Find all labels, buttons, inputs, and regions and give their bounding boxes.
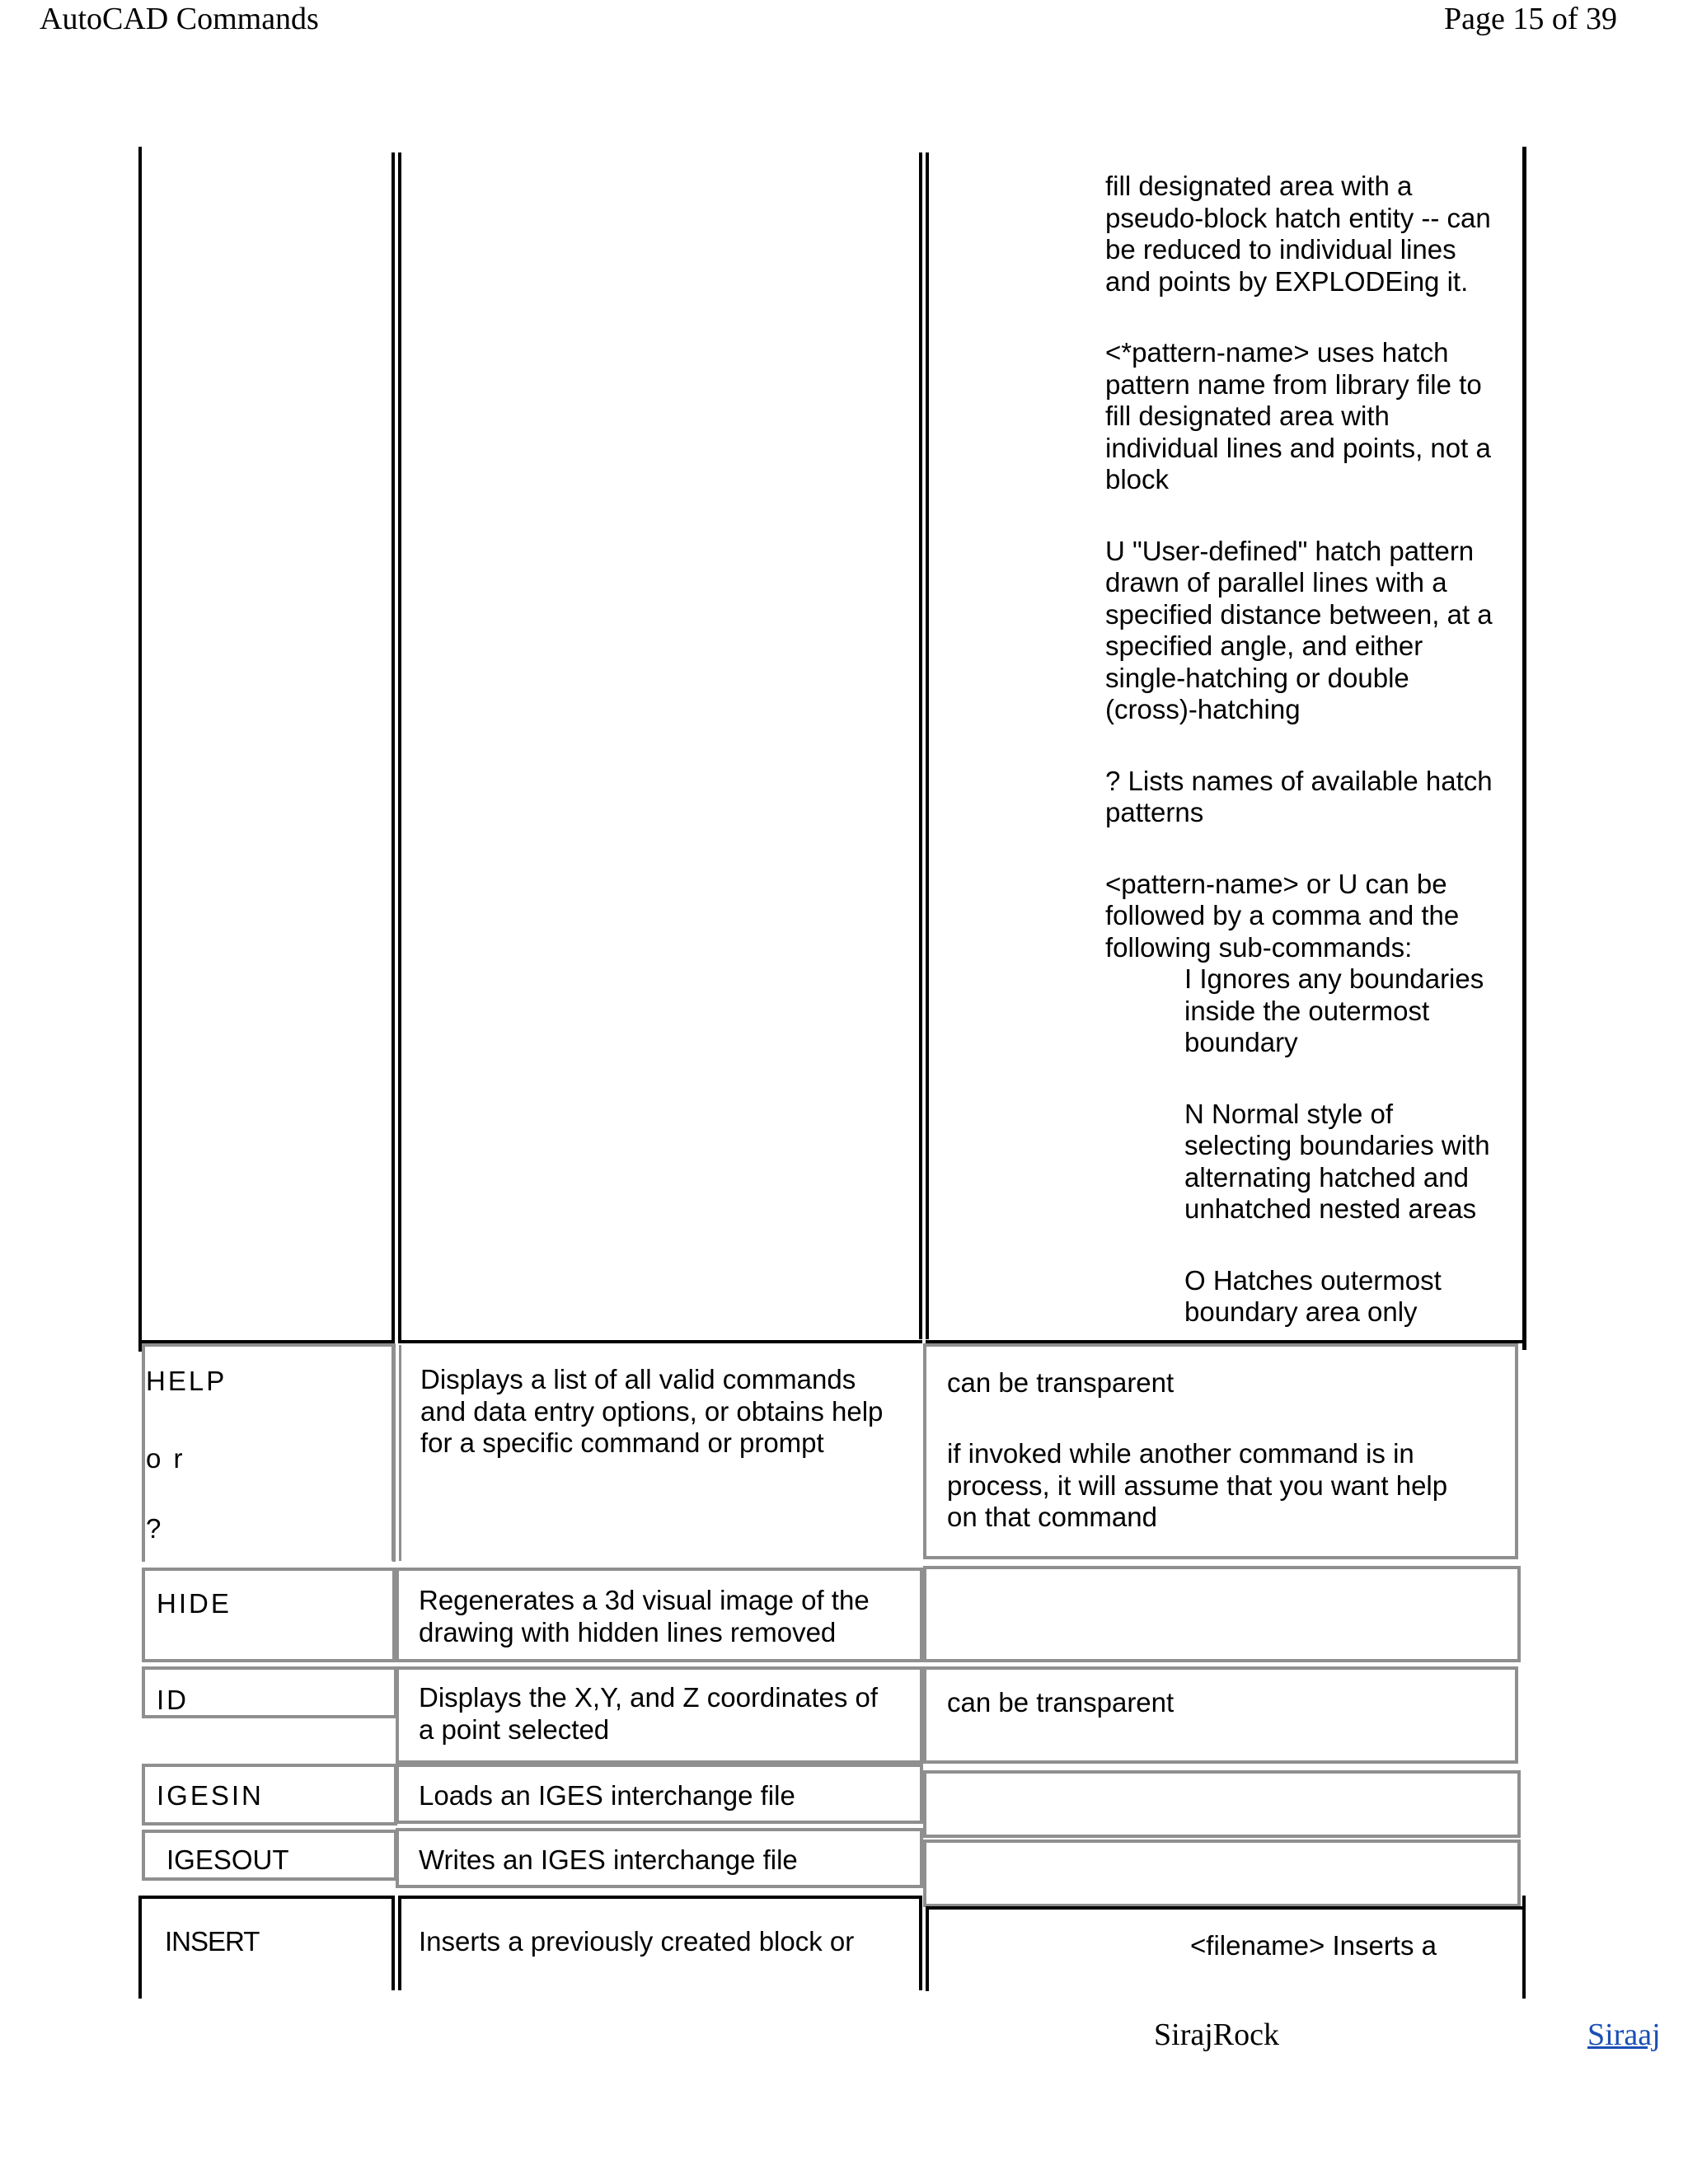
note-id-transparent: can be transparent <box>947 1687 1175 1718</box>
command-hide: HIDE <box>157 1588 232 1619</box>
description-igesin: Loads an IGES interchange file <box>419 1780 795 1811</box>
document-title: AutoCAD Commands <box>40 2 319 36</box>
command-igesin: IGESIN <box>157 1780 264 1811</box>
description-hide: Regenerates a 3d visual image of the drawing with hidden lines removed <box>419 1585 870 1647</box>
note-help-process: if invoked while another command is in process, it will assume that you want help on that command <box>947 1438 1448 1532</box>
description-id: Displays the X,Y, and Z coordinates of a point selected <box>419 1682 879 1745</box>
hatch-paragraph: fill designated area with a pseudo-block hatch entity -- can be reduced to individual lines and points by EXPLODEing it. <box>1105 171 1491 297</box>
footer-author: SirajRock <box>1154 2018 1279 2052</box>
hatch-description <box>1105 171 1493 1329</box>
command-help-or: o r <box>146 1443 185 1474</box>
hatch-paragraph: <pattern-name> or U can be followed by a comma and the following sub-commands: <box>1105 868 1460 963</box>
hatch-paragraph: <*pattern-name> uses hatch pattern name from library file to fill designated area with individual lines and points, not a block <box>1105 337 1491 494</box>
command-insert: INSERT <box>165 1926 260 1957</box>
footer-link[interactable]: Siraaj <box>1587 2018 1661 2052</box>
command-id: ID <box>157 1685 189 1715</box>
hatch-sub-command: I Ignores any boundaries inside the outermost boundary <box>1184 963 1484 1057</box>
command-help: HELP <box>146 1366 227 1396</box>
hatch-paragraph: ? Lists names of available hatch patterns <box>1105 765 1493 827</box>
description-insert: Inserts a previously created block or <box>419 1926 855 1957</box>
hatch-paragraph: U "User-defined" hatch pattern drawn of parallel lines with a specified distance between, at a specified angle, and either single-hatching or double (cross)-hatching <box>1105 535 1493 724</box>
note-help-transparent: can be transparent <box>947 1367 1175 1398</box>
hatch-sub-command: O Hatches outermost boundary area only <box>1184 1264 1442 1327</box>
note-insert-filename: <filename> Inserts a <box>1190 1930 1437 1961</box>
command-igesout: IGESOUT <box>166 1844 289 1875</box>
page-number: Page 15 of 39 <box>1444 2 1618 36</box>
description-help: Displays a list of all valid commands and data entry options, or obtains help for a specific command or prompt <box>420 1364 884 1458</box>
hatch-sub-command: N Normal style of selecting boundaries with alternating hatched and unhatched nested areas <box>1184 1098 1490 1224</box>
description-igesout: Writes an IGES interchange file <box>419 1844 798 1875</box>
command-help-question: ? <box>146 1513 162 1544</box>
